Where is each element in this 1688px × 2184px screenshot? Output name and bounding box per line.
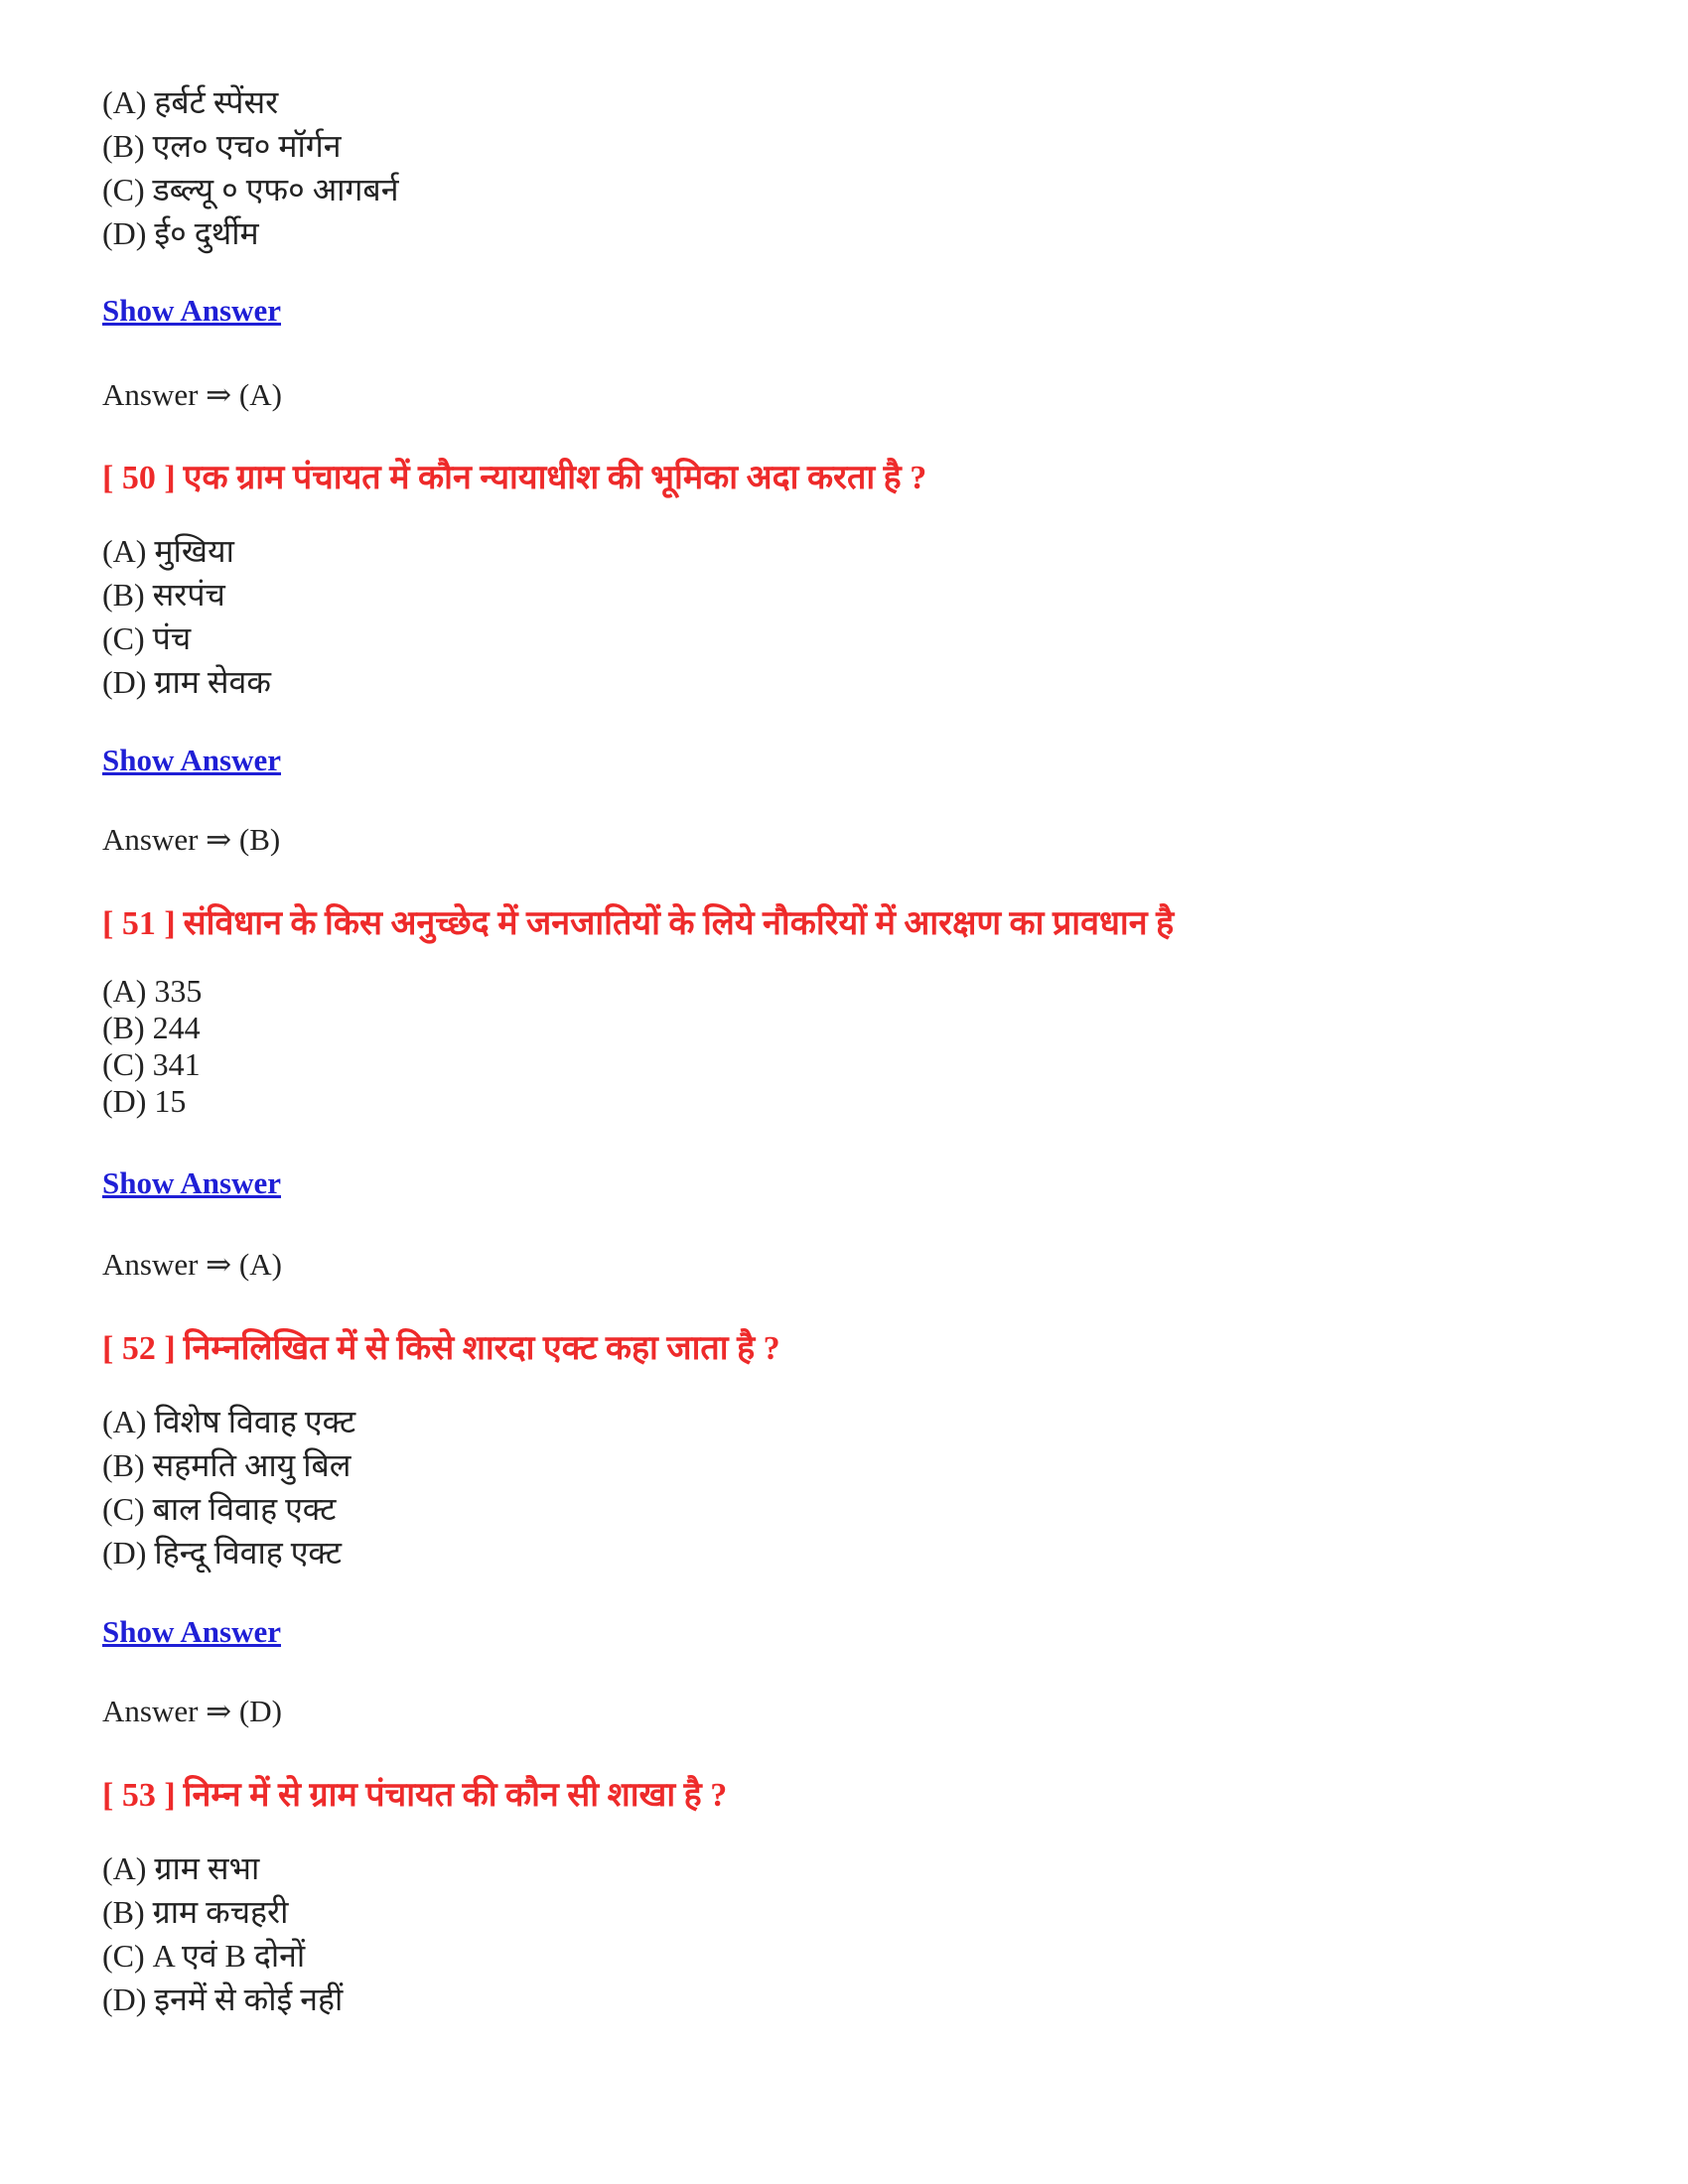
show-answer-link[interactable]: Show Answer bbox=[102, 743, 282, 777]
option-a: (A) हर्बर्ट स्पेंसर bbox=[102, 84, 279, 120]
question-text: निम्नलिखित में से किसे शारदा एक्ट कहा जाता है ? bbox=[183, 1330, 780, 1367]
answer-value: (A) bbox=[238, 1247, 282, 1282]
option-b: (B) एल० एच० मॉर्गन bbox=[102, 128, 342, 164]
option-c: (C) 341 bbox=[102, 1046, 201, 1082]
option-d: (D) हिन्दू विवाह एक्ट bbox=[102, 1535, 342, 1570]
q49-options bbox=[102, 80, 398, 255]
option-d: (D) इनमें से कोई नहीं bbox=[102, 1981, 344, 2017]
answer-value: (D) bbox=[238, 1694, 282, 1728]
show-answer-link[interactable]: Show Answer bbox=[102, 1165, 282, 1200]
question-heading bbox=[102, 898, 1174, 944]
option-c: (C) डब्ल्यू ० एफ० आगबर्न bbox=[102, 172, 399, 207]
question-heading bbox=[102, 1770, 727, 1816]
question-heading bbox=[102, 453, 926, 498]
option-c: (C) A एवं B दोनों bbox=[102, 1938, 306, 1974]
option-b: (B) सरपंच bbox=[102, 577, 225, 613]
option-c: (C) पंच bbox=[102, 620, 192, 656]
answer-value: (A) bbox=[238, 377, 282, 412]
option-c: (C) बाल विवाह एक्ट bbox=[102, 1491, 337, 1527]
option-d: (D) ग्राम सेवक bbox=[102, 664, 271, 700]
question-text: संविधान के किस अनुच्छेद में जनजातियों के लिये नौकरियों में आरक्षण का प्रावधान है bbox=[183, 905, 1175, 942]
option-d: (D) ई० दुर्थीम bbox=[102, 215, 259, 251]
question-number: [ 50 ] bbox=[102, 460, 176, 496]
option-a: (A) ग्राम सभा bbox=[102, 1850, 260, 1886]
answer-value: (B) bbox=[238, 822, 281, 857]
question-heading bbox=[102, 1323, 780, 1369]
option-b: (B) 244 bbox=[102, 1010, 201, 1045]
option-a: (A) मुखिया bbox=[102, 533, 234, 569]
show-answer-link[interactable]: Show Answer bbox=[102, 293, 282, 328]
question-number: [ 51 ] bbox=[102, 905, 176, 942]
q53-options bbox=[102, 1846, 343, 2021]
show-answer-link[interactable]: Show Answer bbox=[102, 1614, 282, 1649]
answer-line: Answer ⇒ (A) bbox=[102, 377, 282, 412]
answer-line: Answer ⇒ (A) bbox=[102, 1247, 282, 1282]
question-text: एक ग्राम पंचायत में कौन न्यायाधीश की भूमिका अदा करता है ? bbox=[183, 460, 927, 496]
question-text: निम्न में से ग्राम पंचायत की कौन सी शाखा है ? bbox=[183, 1777, 728, 1814]
q51-options bbox=[102, 973, 202, 1120]
question-number: [ 53 ] bbox=[102, 1777, 176, 1814]
answer-line: Answer ⇒ (D) bbox=[102, 1694, 282, 1728]
question-number: [ 52 ] bbox=[102, 1330, 176, 1367]
option-a: (A) विशेष विवाह एक्ट bbox=[102, 1404, 356, 1439]
q50-options bbox=[102, 529, 271, 704]
answer-line: Answer ⇒ (B) bbox=[102, 822, 281, 857]
option-d: (D) 15 bbox=[102, 1083, 187, 1119]
option-b: (B) ग्राम कचहरी bbox=[102, 1894, 289, 1930]
q52-options bbox=[102, 1400, 355, 1574]
option-b: (B) सहमति आयु बिल bbox=[102, 1447, 352, 1483]
option-a: (A) 335 bbox=[102, 973, 203, 1009]
